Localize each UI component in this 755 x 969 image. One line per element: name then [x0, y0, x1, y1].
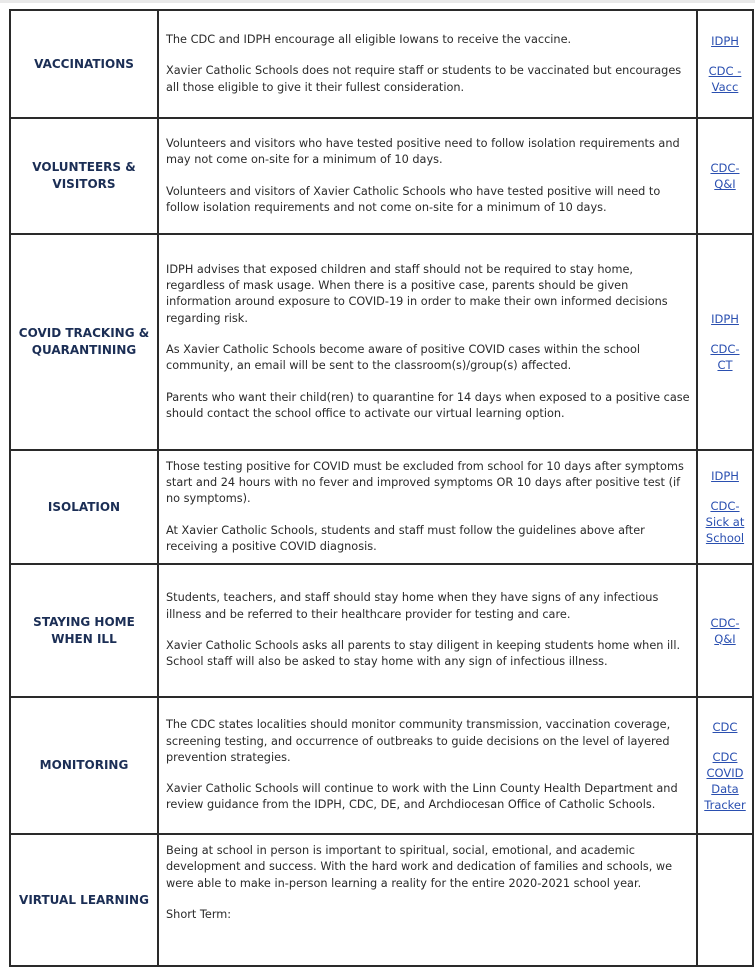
guidance-paragraph: Volunteers and visitors who have tested positive need to follow isolation requirements and may not come on-site for a minimum of 10 days.	[166, 136, 680, 167]
guidance-paragraph: As Xavier Catholic Schools become aware of positive COVID cases within the school community, an email will be sent to the classroom(s)/group(s) affected.	[166, 343, 641, 373]
table-row	[10, 118, 753, 234]
table-row	[10, 564, 753, 697]
link-cdc-vacc[interactable]: CDC - Vacc	[708, 64, 742, 94]
category-label: COVID TRACKING & QUARANTINING	[18, 326, 150, 357]
guidance-cell	[158, 10, 697, 118]
link-cdc-qi[interactable]: CDC- Q&I	[710, 161, 740, 191]
guidance-cell	[158, 450, 697, 564]
guidance-paragraph: Those testing positive for COVID must be excluded from school for 10 days after symptoms start and 24 hours with no fever and improved symptoms OR 10 days after positive test (if no symptoms).	[166, 459, 684, 506]
guidance-paragraph: Parents who want their child(ren) to quarantine for 14 days when exposed to a positive case should contact the school office to activate our virtual learning option.	[166, 390, 690, 420]
link-idph[interactable]: IDPH	[711, 312, 739, 326]
guidance-paragraph: Short Term:	[166, 907, 232, 921]
guidance-paragraph: The CDC states localities should monitor community transmission, vaccination coverage, screening testing, and occurrence of outbreaks to guide decisions on the level of layered prevention strategies.	[166, 718, 671, 764]
links-cell	[697, 834, 753, 966]
category-label: VACCINATIONS	[34, 56, 134, 71]
guidance-cell	[158, 564, 697, 697]
category-cell	[10, 450, 158, 564]
guidance-table	[9, 9, 754, 967]
guidance-cell	[158, 234, 697, 450]
link-cdc-ct[interactable]: CDC- CT	[710, 342, 740, 372]
category-label: VOLUNTEERS & VISITORS	[32, 160, 136, 191]
guidance-paragraph: At Xavier Catholic Schools, students and staff must follow the guidelines above after receiving a positive COVID diagnosis.	[166, 523, 645, 553]
guidance-paragraph: Xavier Catholic Schools will continue to work with the Linn County Health Department and review guidance from the IDPH, CDC, DE, and Archdiocesan Office of Catholic Schools.	[166, 782, 678, 812]
links-cell	[697, 697, 753, 834]
category-cell	[10, 697, 158, 834]
category-label: MONITORING	[39, 758, 129, 772]
category-cell	[10, 564, 158, 697]
link-idph[interactable]: IDPH	[711, 34, 739, 48]
link-cdc-sick-at-school[interactable]: CDC- Sick at School	[705, 499, 745, 545]
guidance-paragraph: Volunteers and visitors of Xavier Catholic Schools who have tested positive will need to follow isolation requirements and not come on-site for a minimum of 10 days.	[166, 184, 661, 214]
category-cell	[10, 10, 158, 118]
table-row	[10, 697, 753, 834]
links-cell	[697, 450, 753, 564]
links-cell	[697, 564, 753, 697]
link-cdc-covid-data-tracker[interactable]: CDC COVID Data Tracker	[704, 749, 746, 812]
link-idph[interactable]: IDPH	[711, 469, 739, 483]
guidance-paragraph: Being at school in person is important to spiritual, social, emotional, and academic development and success. With the hard work and dedication of families and schools, we were able to make in-person learning a reality for the entire 2020-2021 school year.	[166, 844, 673, 890]
guidance-paragraph: The CDC and IDPH encourage all eligible Iowans to receive the vaccine.	[166, 33, 572, 47]
guidance-paragraph: Xavier Catholic Schools does not require staff or students to be vaccinated but encourages all those eligible to give it their fullest consideration.	[166, 64, 682, 94]
guidance-paragraph: IDPH advises that exposed children and staff should not be required to stay home, regardless of mask usage. When there is a positive case, parents should be given information around exposure to COVID-19 in order to make their own informed decisions regarding risk.	[166, 262, 668, 325]
guidance-paragraph: Xavier Catholic Schools asks all parents to stay diligent in keeping students home when ill. School staff will also be asked to stay home with any sign of infectious illness.	[166, 639, 681, 669]
category-label: STAYING HOME WHEN ILL	[33, 614, 135, 646]
category-cell	[10, 834, 158, 966]
table-row	[10, 234, 753, 450]
table-row	[10, 834, 753, 966]
category-cell	[10, 118, 158, 234]
guidance-cell	[158, 697, 697, 834]
link-cdc[interactable]: CDC	[712, 719, 738, 734]
category-label: ISOLATION	[47, 499, 121, 514]
category-cell	[10, 234, 158, 450]
guidance-paragraph: Students, teachers, and staff should stay home when they have signs of any infectious illness and be referred to their healthcare provider for testing and care.	[166, 591, 659, 621]
links-cell	[697, 118, 753, 234]
category-label: VIRTUAL LEARNING	[19, 892, 149, 907]
link-cdc-qi[interactable]: CDC- Q&I	[710, 615, 740, 646]
links-cell	[697, 234, 753, 450]
page-top-edge	[0, 0, 755, 3]
guidance-cell	[158, 118, 697, 234]
links-cell	[697, 10, 753, 118]
table-row	[10, 450, 753, 564]
table-row	[10, 10, 753, 118]
guidance-cell	[158, 834, 697, 966]
